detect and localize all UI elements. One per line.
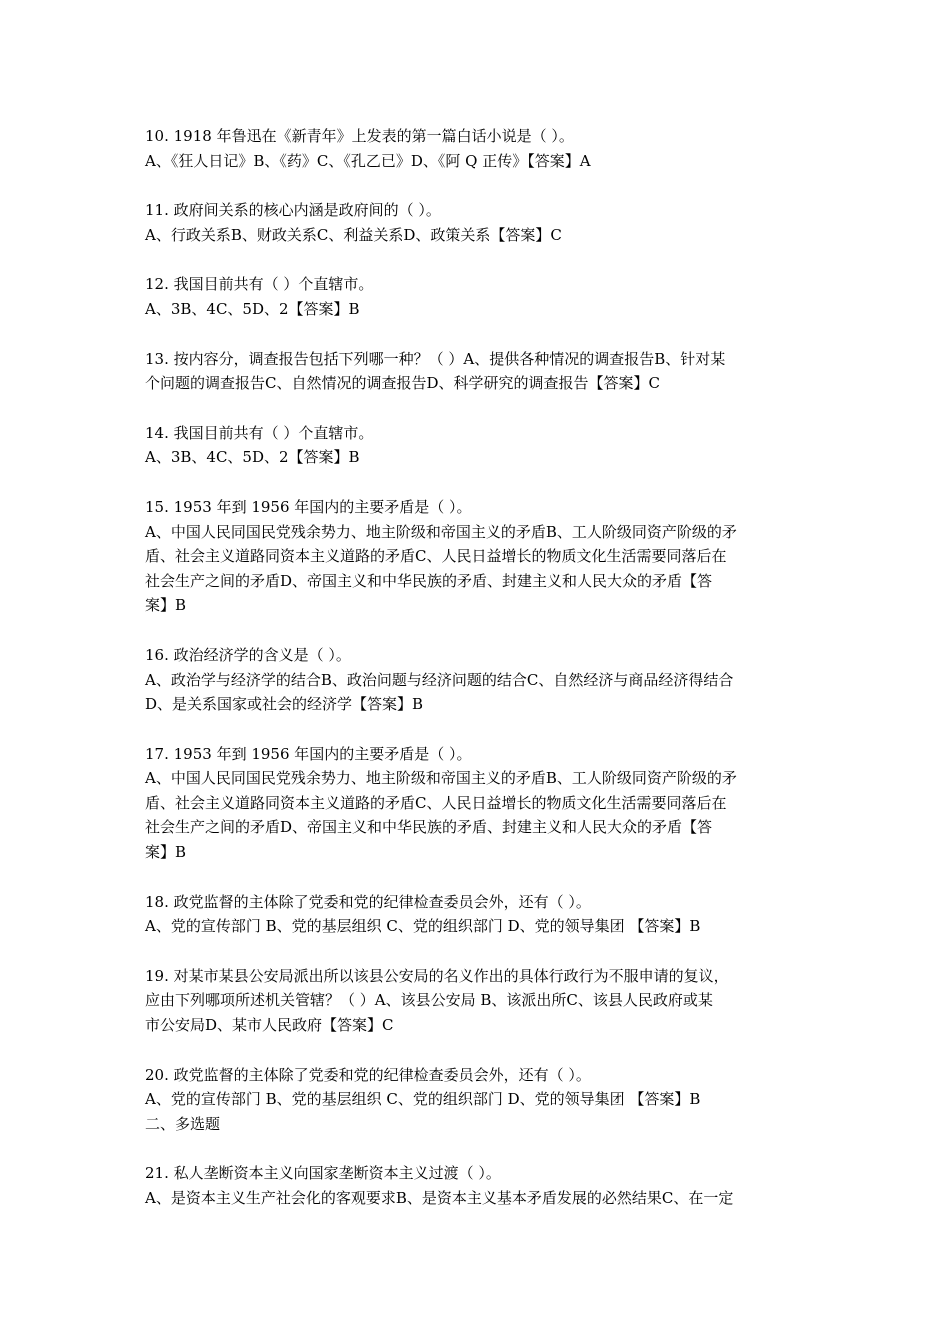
question-16: [145, 643, 805, 717]
question-21: [145, 1161, 805, 1210]
answer-line: A、政治学与经济学的结合B、政治问题与经济问题的结合C、自然经济与商品经济得结合: [145, 670, 734, 689]
answer-line: D、是关系国家或社会的经济学【答案】B: [145, 695, 424, 714]
section-heading-text: 二、多选题: [145, 1114, 221, 1133]
question-11: [145, 198, 805, 247]
question-line: 15. 1953 年到 1956 年国内的主要矛盾是（ ）。: [145, 497, 472, 516]
question-line: 16. 政治经济学的含义是（ ）。: [145, 645, 351, 664]
question-line: 14. 我国目前共有（ ）个直辖市。: [145, 423, 374, 442]
question-17: [145, 742, 805, 865]
answer-line: 个问题的调查报告C、自然情况的调查报告D、科学研究的调查报告【答案】C: [145, 374, 660, 393]
answer-line: A、中国人民同国民党残余势力、地主阶级和帝国主义的矛盾B、工人阶级同资产阶级的矛: [145, 522, 737, 541]
answer-line: A、中国人民同国民党残余势力、地主阶级和帝国主义的矛盾B、工人阶级同资产阶级的矛: [145, 769, 737, 788]
question-line: 18. 政党监督的主体除了党委和党的纪律检查委员会外，还有（ ）。: [145, 892, 591, 911]
answer-line: 盾、社会主义道路同资本主义道路的矛盾C、人民日益增长的物质文化生活需要同落后在: [145, 547, 727, 566]
answer-line: A、行政关系B、财政关系C、利益关系D、政策关系【答案】C: [145, 225, 562, 244]
question-20: [145, 1063, 805, 1112]
question-19: [145, 964, 805, 1038]
answer-line: A、《狂人日记》B、《药》C、《孔乙已》D、《阿 Q 正传》【答案】A: [145, 151, 591, 170]
answer-line: 社会生产之间的矛盾D、帝国主义和中华民族的矛盾、封建主义和人民大众的矛盾【答: [145, 571, 713, 590]
answer-line: A、3B、4C、5D、2【答案】B: [145, 299, 360, 318]
question-10: [145, 124, 805, 173]
document-page: [145, 124, 805, 1211]
answer-line: 社会生产之间的矛盾D、帝国主义和中华民族的矛盾、封建主义和人民大众的矛盾【答: [145, 818, 713, 837]
question-line: 21. 私人垄断资本主义向国家垄断资本主义过渡（ ）。: [145, 1164, 501, 1183]
question-14: [145, 421, 805, 470]
answer-line: 市公安局D、某市人民政府【答案】C: [145, 1016, 394, 1035]
question-line: 11. 政府间关系的核心内涵是政府间的（ ）。: [145, 201, 441, 220]
answer-line: A、党的宣传部门 B、党的基层组织 C、党的组织部门 D、党的领导集团 【答案】B: [145, 917, 701, 936]
question-12: [145, 272, 805, 321]
question-line: 17. 1953 年到 1956 年国内的主要矛盾是（ ）。: [145, 744, 472, 763]
section-heading: [145, 1112, 805, 1137]
question-line: 13. 按内容分，调查报告包括下列哪一种？（ ）A、提供各种情况的调查报告B、针对某: [145, 349, 726, 368]
answer-line: 应由下列哪项所述机关管辖？（ ）A、该县公安局 B、该派出所C、该县人民政府或某: [145, 991, 713, 1010]
question-18: [145, 890, 805, 939]
question-15: [145, 495, 805, 618]
answer-line: 案】B: [145, 596, 187, 615]
answer-line: 案】B: [145, 843, 187, 862]
answer-line: A、3B、4C、5D、2【答案】B: [145, 448, 360, 467]
answer-line: A、党的宣传部门 B、党的基层组织 C、党的组织部门 D、党的领导集团 【答案】B: [145, 1090, 701, 1109]
question-line: 10. 1918 年鲁迅在《新青年》上发表的第一篇白话小说是（ ）。: [145, 127, 574, 145]
answer-line: A、是资本主义生产社会化的客观要求B、是资本主义基本矛盾发展的必然结果C、在一定: [145, 1189, 734, 1207]
answer-line: 盾、社会主义道路同资本主义道路的矛盾C、人民日益增长的物质文化生活需要同落后在: [145, 793, 727, 812]
question-line: 19. 对某市某县公安局派出所以该县公安局的名义作出的具体行政行为不服申请的复议，: [145, 966, 729, 985]
question-line: 20. 政党监督的主体除了党委和党的纪律检查委员会外，还有（ ）。: [145, 1065, 591, 1084]
question-line: 12. 我国目前共有（ ）个直辖市。: [145, 275, 374, 294]
question-13: [145, 347, 805, 396]
